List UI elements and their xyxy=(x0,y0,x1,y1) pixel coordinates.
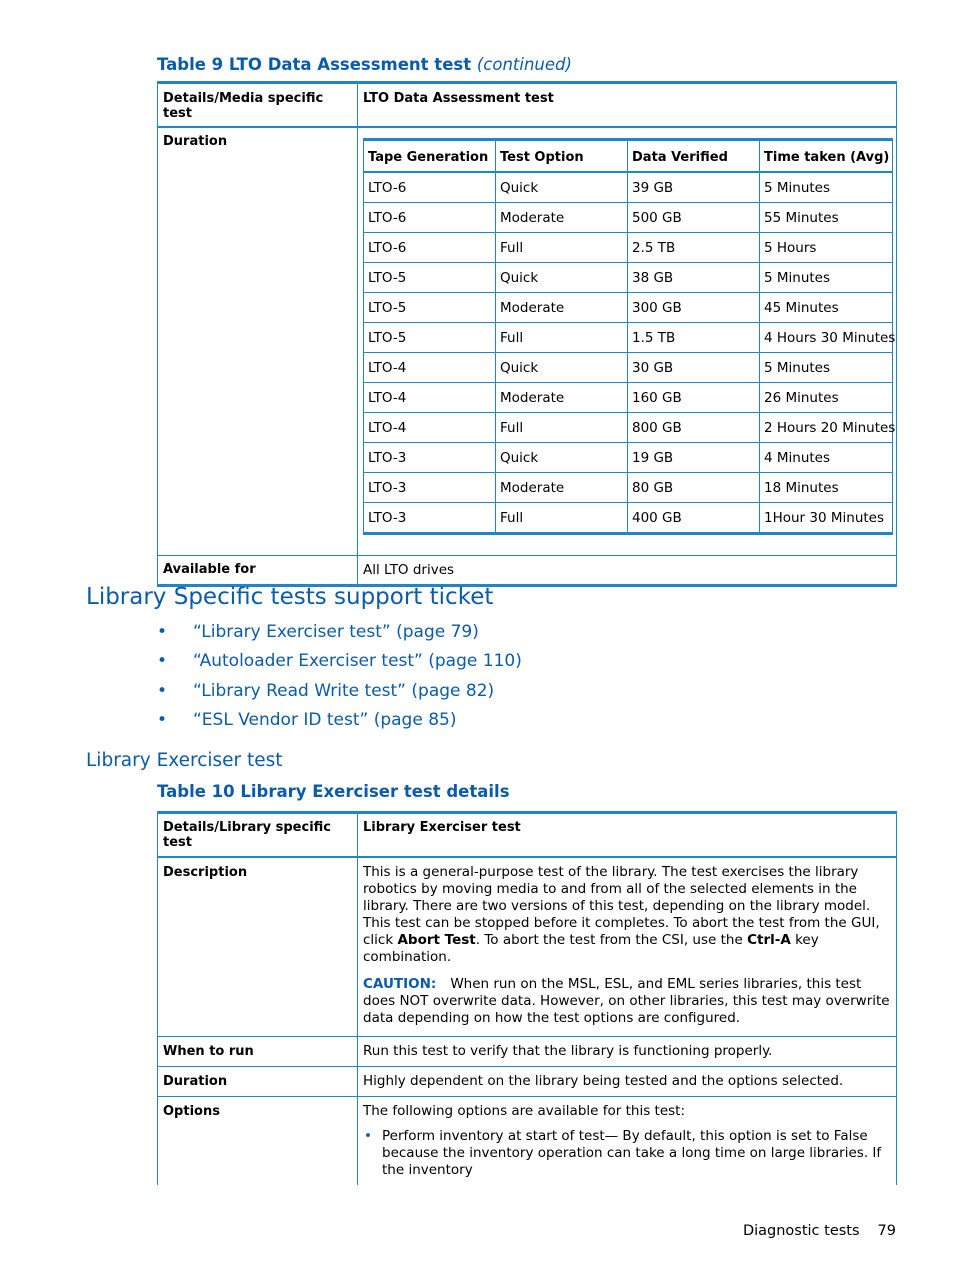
table10-caption: Table 10 Library Exerciser test details xyxy=(157,782,510,801)
table9-duration-cell xyxy=(358,127,897,556)
duration-table-cell: 4 Minutes xyxy=(760,443,893,473)
duration-table-cell: LTO-3 xyxy=(364,503,496,534)
ctrl-a-term: Ctrl-A xyxy=(747,932,791,948)
duration-table-row xyxy=(364,233,893,263)
options-intro: The following options are available for this test: xyxy=(363,1103,685,1119)
autoloader-exerciser-link[interactable]: “Autoloader Exerciser test” (page 110) xyxy=(193,651,522,672)
duration-table-cell: Full xyxy=(496,323,628,353)
duration-table-cell: LTO-4 xyxy=(364,383,496,413)
duration-table-cell: 2 Hours 20 Minutes xyxy=(760,413,893,443)
duration-table-cell: 5 Minutes xyxy=(760,263,893,293)
duration-table-cell: Moderate xyxy=(496,383,628,413)
duration-table-cell: Quick xyxy=(496,172,628,203)
duration-table-cell: 500 GB xyxy=(628,203,760,233)
duration-table-cell: Moderate xyxy=(496,473,628,503)
duration-table-cell: 39 GB xyxy=(628,172,760,203)
table10-header-col1: Details/Library specific test xyxy=(158,813,358,858)
table10-header-col2: Library Exerciser test xyxy=(358,813,897,858)
duration-label: Duration xyxy=(158,1067,358,1097)
description-text xyxy=(363,864,891,966)
duration-table-cell: Full xyxy=(496,413,628,443)
table9-header-col1: Details/Media specific test xyxy=(158,83,358,128)
duration-table-row xyxy=(364,443,893,473)
duration-table-header-cell: Data Verified xyxy=(628,140,760,173)
abort-test-term: Abort Test xyxy=(397,932,476,948)
options-label: Options xyxy=(158,1097,358,1186)
duration-table-cell: LTO-3 xyxy=(364,473,496,503)
description-part2: . To abort the test from the CSI, use the xyxy=(475,932,748,948)
duration-table-cell: LTO-4 xyxy=(364,353,496,383)
duration-table-cell: 18 Minutes xyxy=(760,473,893,503)
duration-table-cell: 160 GB xyxy=(628,383,760,413)
caution-label: CAUTION: xyxy=(363,976,437,992)
duration-table-body xyxy=(364,172,896,534)
options-cell xyxy=(358,1097,897,1186)
duration-table-cell: LTO-5 xyxy=(364,323,496,353)
subsection-heading: Library Exerciser test xyxy=(86,750,283,771)
duration-table-cell: Quick xyxy=(496,443,628,473)
table10-duration-row xyxy=(158,1067,897,1097)
duration-table-row xyxy=(364,203,893,233)
duration-table-cell: 19 GB xyxy=(628,443,760,473)
duration-table-cell: 80 GB xyxy=(628,473,760,503)
bullet-icon: • xyxy=(157,622,168,642)
table9-available-label: Available for xyxy=(158,556,358,586)
duration-table-row xyxy=(364,323,893,353)
table9 xyxy=(157,81,897,587)
duration-table-cell: LTO-6 xyxy=(364,233,496,263)
description-part3: key combination. xyxy=(363,932,819,965)
duration-table-cell: 45 Minutes xyxy=(760,293,893,323)
table10-when-row xyxy=(158,1037,897,1067)
description-part1: This is a general-purpose test of the library. The test exercises the library robotics by moving media to and from all of the selected elements in the library. There are two versions of this test, depending on the library model. This test can be stopped before it completes. To abort the test from the GUI, click xyxy=(363,864,880,948)
support-ticket-links xyxy=(157,622,522,739)
duration-table-row xyxy=(364,353,893,383)
link-item xyxy=(157,681,522,710)
link-item xyxy=(157,710,522,739)
duration-table-cell: 2.5 TB xyxy=(628,233,760,263)
duration-table-cell: LTO-3 xyxy=(364,443,496,473)
when-label: When to run xyxy=(158,1037,358,1067)
footer-section-name: Diagnostic tests xyxy=(742,1223,860,1239)
duration-value: Highly dependent on the library being tested and the options selected. xyxy=(358,1067,897,1097)
description-label: Description xyxy=(158,857,358,1037)
duration-table-cell: Quick xyxy=(496,263,628,293)
caution-text: When run on the MSL, ESL, and EML series libraries, this test does NOT overwrite data. However, on other libraries, this test may overwrite data depending on how the test options are configured. xyxy=(363,976,890,1026)
library-read-write-link[interactable]: “Library Read Write test” (page 82) xyxy=(193,680,495,701)
duration-table-cell: 5 Minutes xyxy=(760,172,893,203)
table9-header-row xyxy=(158,83,897,128)
duration-table-cell: 5 Minutes xyxy=(760,353,893,383)
options-list xyxy=(363,1128,891,1179)
duration-table-header-cell: Test Option xyxy=(496,140,628,173)
duration-table-cell: 5 Hours xyxy=(760,233,893,263)
table9-duration-row xyxy=(158,127,897,556)
table10-header-row xyxy=(158,813,897,858)
when-value: Run this test to verify that the library is functioning properly. xyxy=(358,1037,897,1067)
duration-table-cell: LTO-6 xyxy=(364,203,496,233)
duration-table-cell: Full xyxy=(496,503,628,534)
link-item xyxy=(157,651,522,680)
table9-available-row xyxy=(158,556,897,586)
duration-table-row xyxy=(364,172,893,203)
bullet-icon: • xyxy=(157,680,168,701)
table9-available-value: All LTO drives xyxy=(358,556,897,586)
section-heading: Library Specific tests support ticket xyxy=(86,584,494,610)
duration-table-row xyxy=(364,263,893,293)
duration-table-cell: 30 GB xyxy=(628,353,760,383)
duration-table-row xyxy=(364,413,893,443)
table9-duration-label: Duration xyxy=(158,127,358,556)
duration-table-cell: 1Hour 30 Minutes xyxy=(760,503,893,534)
duration-table xyxy=(363,138,896,535)
duration-table-cell: LTO-5 xyxy=(364,293,496,323)
caution-note xyxy=(363,976,891,1027)
page-footer xyxy=(743,1223,896,1239)
table9-caption xyxy=(157,55,572,74)
duration-table-cell: LTO-5 xyxy=(364,263,496,293)
duration-table-cell: 4 Hours 30 Minutes xyxy=(760,323,893,353)
duration-table-cell: 300 GB xyxy=(628,293,760,323)
duration-table-cell: Quick xyxy=(496,353,628,383)
duration-table-cell: Full xyxy=(496,233,628,263)
bullet-icon: • xyxy=(157,709,168,730)
table9-caption-suffix: (continued) xyxy=(476,55,572,74)
options-item: • Perform inventory at start of test— By default, this option is set to False because the inventory operation can take a long time on large libraries. If the inventory xyxy=(363,1128,891,1179)
duration-table-cell: LTO-6 xyxy=(364,172,496,203)
duration-table-row xyxy=(364,293,893,323)
duration-table-cell: 38 GB xyxy=(628,263,760,293)
library-exerciser-link[interactable]: “Library Exerciser test” (page 79) xyxy=(193,622,479,642)
duration-table-cell: 1.5 TB xyxy=(628,323,760,353)
esl-vendor-id-link[interactable]: “ESL Vendor ID test” (page 85) xyxy=(193,709,457,730)
duration-table-cell: Moderate xyxy=(496,293,628,323)
table9-header-col2: LTO Data Assessment test xyxy=(358,83,897,128)
duration-table-row xyxy=(364,503,893,534)
duration-table-header xyxy=(364,140,893,173)
bullet-icon: • xyxy=(157,651,168,672)
duration-table-cell: 26 Minutes xyxy=(760,383,893,413)
duration-table-header-cell: Tape Generation xyxy=(364,140,496,173)
link-item xyxy=(157,622,522,651)
table9-caption-title: Table 9 LTO Data Assessment test xyxy=(157,55,472,74)
page-number: 79 xyxy=(877,1223,896,1239)
table10-options-row xyxy=(158,1097,897,1186)
duration-table-cell: 55 Minutes xyxy=(760,203,893,233)
duration-table-cell: 400 GB xyxy=(628,503,760,534)
duration-table-cell: LTO-4 xyxy=(364,413,496,443)
description-cell xyxy=(358,857,897,1037)
duration-table-header-cell: Time taken (Avg) xyxy=(760,140,893,173)
duration-table-row xyxy=(364,473,893,503)
duration-table-cell: Moderate xyxy=(496,203,628,233)
table10-description-row xyxy=(158,857,897,1037)
duration-table-row xyxy=(364,383,893,413)
duration-table-cell: 800 GB xyxy=(628,413,760,443)
table10 xyxy=(157,811,897,1185)
